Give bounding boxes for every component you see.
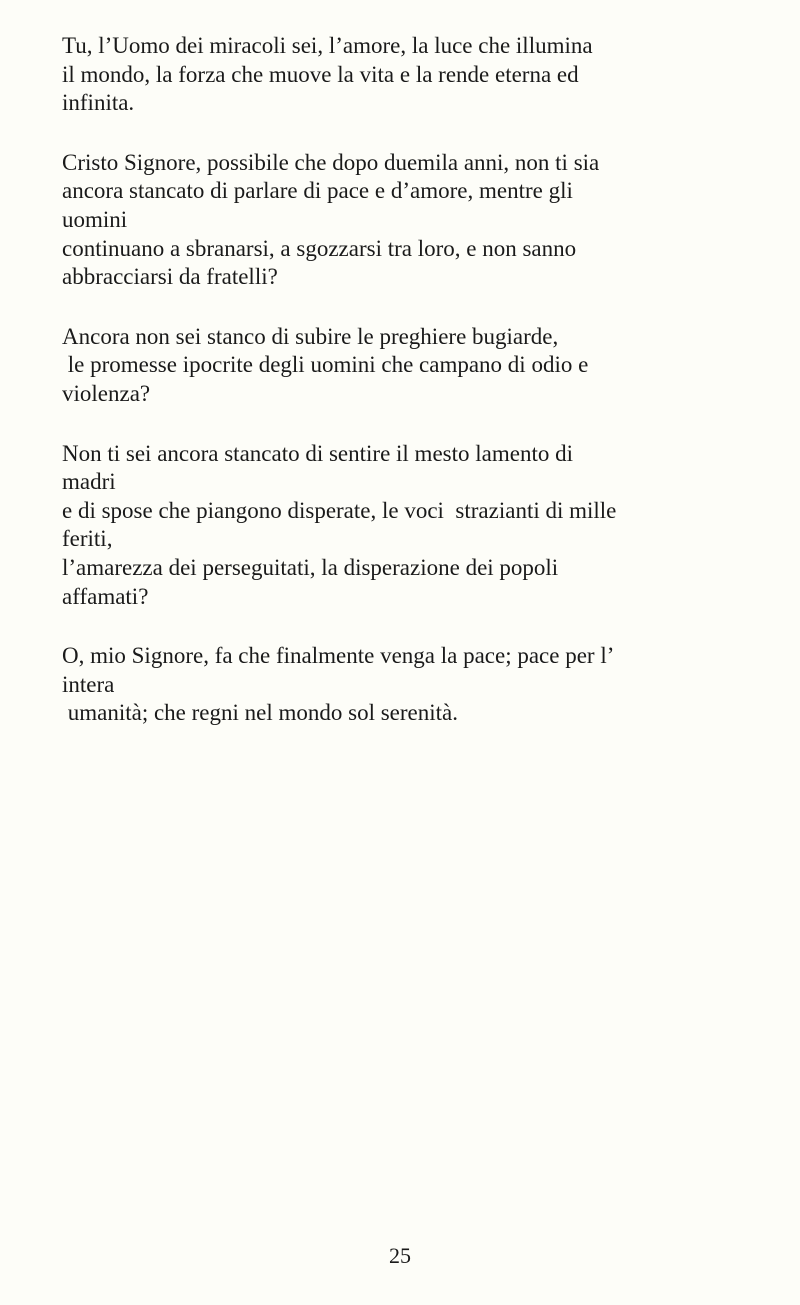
paragraph-2 [62, 149, 752, 292]
text-line: intera [62, 671, 115, 697]
page-number: 25 [389, 1243, 411, 1268]
text-line: umanità; che regni nel mondo sol serenità. [62, 700, 458, 726]
body-text [62, 32, 752, 759]
paragraph-4 [62, 440, 752, 612]
text-line: Cristo Signore, possibile che dopo duemila anni, non ti sia [62, 149, 600, 175]
paragraph-5 [62, 642, 752, 728]
text-line: abbracciarsi da fratelli? [62, 264, 278, 290]
text-line: l’amarezza dei perseguitati, la disperazione dei popoli [62, 554, 559, 580]
text-line: violenza? [62, 380, 151, 406]
text-line: feriti, [62, 526, 113, 552]
text-line: continuano a sbranarsi, a sgozzarsi tra loro, e non sanno [62, 235, 577, 261]
text-line: O, mio Signore, fa che finalmente venga la pace; pace per l’ [62, 643, 615, 669]
text-line: Tu, l’Uomo dei miracoli sei, l’amore, la luce che illumina [62, 33, 593, 58]
text-line: le promesse ipocrite degli uomini che campano di odio e [62, 352, 589, 378]
text-line: il mondo, la forza che muove la vita e la rende eterna ed [62, 61, 579, 87]
text-line: Ancora non sei stanco di subire le preghiere bugiarde, [62, 323, 559, 349]
text-line: Non ti sei ancora stancato di sentire il mesto lamento di [62, 440, 573, 466]
text-line: uomini [62, 206, 128, 232]
text-line: ancora stancato di parlare di pace e d’amore, mentre gli [62, 178, 573, 204]
text-line: e di spose che piangono disperate, le voci strazianti di mille [62, 497, 617, 523]
text-line: infinita. [62, 90, 135, 116]
paragraph-1 [62, 32, 752, 118]
text-line: madri [62, 469, 116, 495]
paragraph-3 [62, 323, 752, 409]
text-line: affamati? [62, 583, 149, 609]
